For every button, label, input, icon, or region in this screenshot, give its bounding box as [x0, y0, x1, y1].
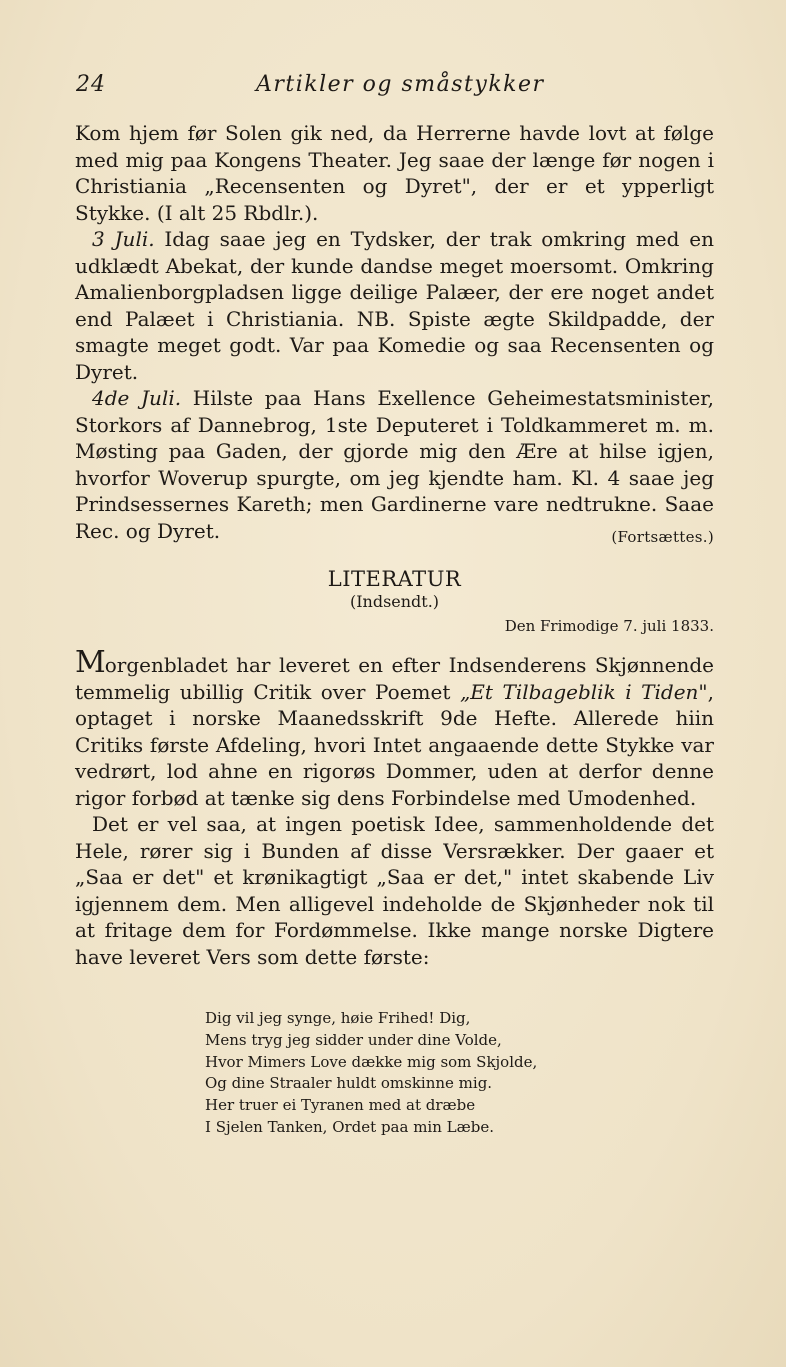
drop-cap: M	[75, 645, 105, 680]
page-header	[76, 72, 716, 102]
poem-line: Dig vil jeg synge, høie Frihed! Dig,	[205, 1009, 471, 1027]
poem-title: „Et Tilbageblik i Tiden"	[459, 679, 708, 704]
poem-stanza	[205, 1008, 625, 1139]
poem-line: Hvor Mimers Love dække mig som Skjolde,	[205, 1052, 538, 1071]
entry-text: Kom hjem før Solen gik ned, da Herrerne havde lovt at følge med mig paa Kongens Theater. Jeg saae der længe før nogen i Christiania „Recensenten og Dyret", der er et ypperligt Stykke. (I alt 25 Rbdlr.).	[75, 121, 714, 225]
literatur-paragraph-2	[75, 811, 714, 970]
page-number: 24	[76, 72, 106, 97]
section-subheading: (Indsendt.)	[349, 592, 440, 611]
source-dateline: Den Frimodige 7. juli 1833.	[504, 617, 714, 635]
paragraph-text: Det er vel saa, at ingen poetisk Idee, sammenholdende det Hele, rører sig i Bunden af disse Versrækker. Der gaaer et „Saa er det" et krønikagtigt „Saa er det," intet skabende Liv igjennem dem. Men alligevel indeholde de Skjønheder nok til at fritage dem for Fordømmelse. Ikke mange norske Digtere have leveret Vers som dette første:	[75, 812, 714, 969]
entry-date: 3 Juli.	[92, 227, 155, 251]
poem-line: Mens tryg jeg sidder under dine Volde,	[205, 1030, 502, 1049]
entry-text: Idag saae jeg en Tydsker, der trak omkring med en udklædt Abekat, der kunde dandse meget moersomt. Omkring Amalienborgpladsen ligge deilige Palæer, der ere noget andet end Palæet i Christiania. NB. Spiste ægte Skildpadde, der smagte meget godt. Var paa Komedie og saa Recensenten og Dyret.	[75, 227, 714, 384]
paragraph-text: , optaget i norske Maanedsskrift 9de Hefte. Allerede hiin Critiks første Afdeling, hvori Intet angaaende dette Stykke var vedrørt, lod ahne en rigorøs Dommer, uden at derfor denne rigor forbød at tænke sig dens Forbindelse med Umodenhed.	[75, 679, 714, 810]
section-heading: LITERATUR	[327, 567, 462, 591]
diary-entry-2	[75, 226, 714, 385]
paragraph-text: orgenbladet har leveret en efter Indsenderens Skjønnende temmelig ubillig Critik over Poemet	[75, 653, 714, 704]
poem-line: Her truer ei Tyranen med at dræbe	[205, 1096, 476, 1115]
page-body	[75, 120, 714, 970]
running-title: Artikler og småstykker	[256, 72, 545, 97]
poem-line: I Sjelen Tanken, Ordet paa min Læbe.	[205, 1117, 494, 1136]
continued-note: (Fortsættes.)	[611, 527, 714, 546]
diary-entry-3	[75, 385, 714, 544]
entry-text: Hilste paa Hans Exellence Geheimestatsminister, Storkors af Dannebrog, 1ste Deputeret i Toldkammeret m. m. Møsting paa Gaden, der gjorde mig den Ære at hilse igjen, hvorfor Woverup spurgte, om jeg kjendte ham. Kl. 4 saae jeg Prindsessernes Kareth; men Gardinerne vare nedtrukne. Saae Rec. og Dyret.	[75, 386, 714, 543]
diary-entry-1	[75, 120, 714, 226]
poem-line: Og dine Straaler huldt omskinne mig.	[205, 1074, 493, 1093]
literatur-paragraph-1	[75, 645, 714, 811]
entry-date: 4de Juli.	[92, 386, 182, 410]
